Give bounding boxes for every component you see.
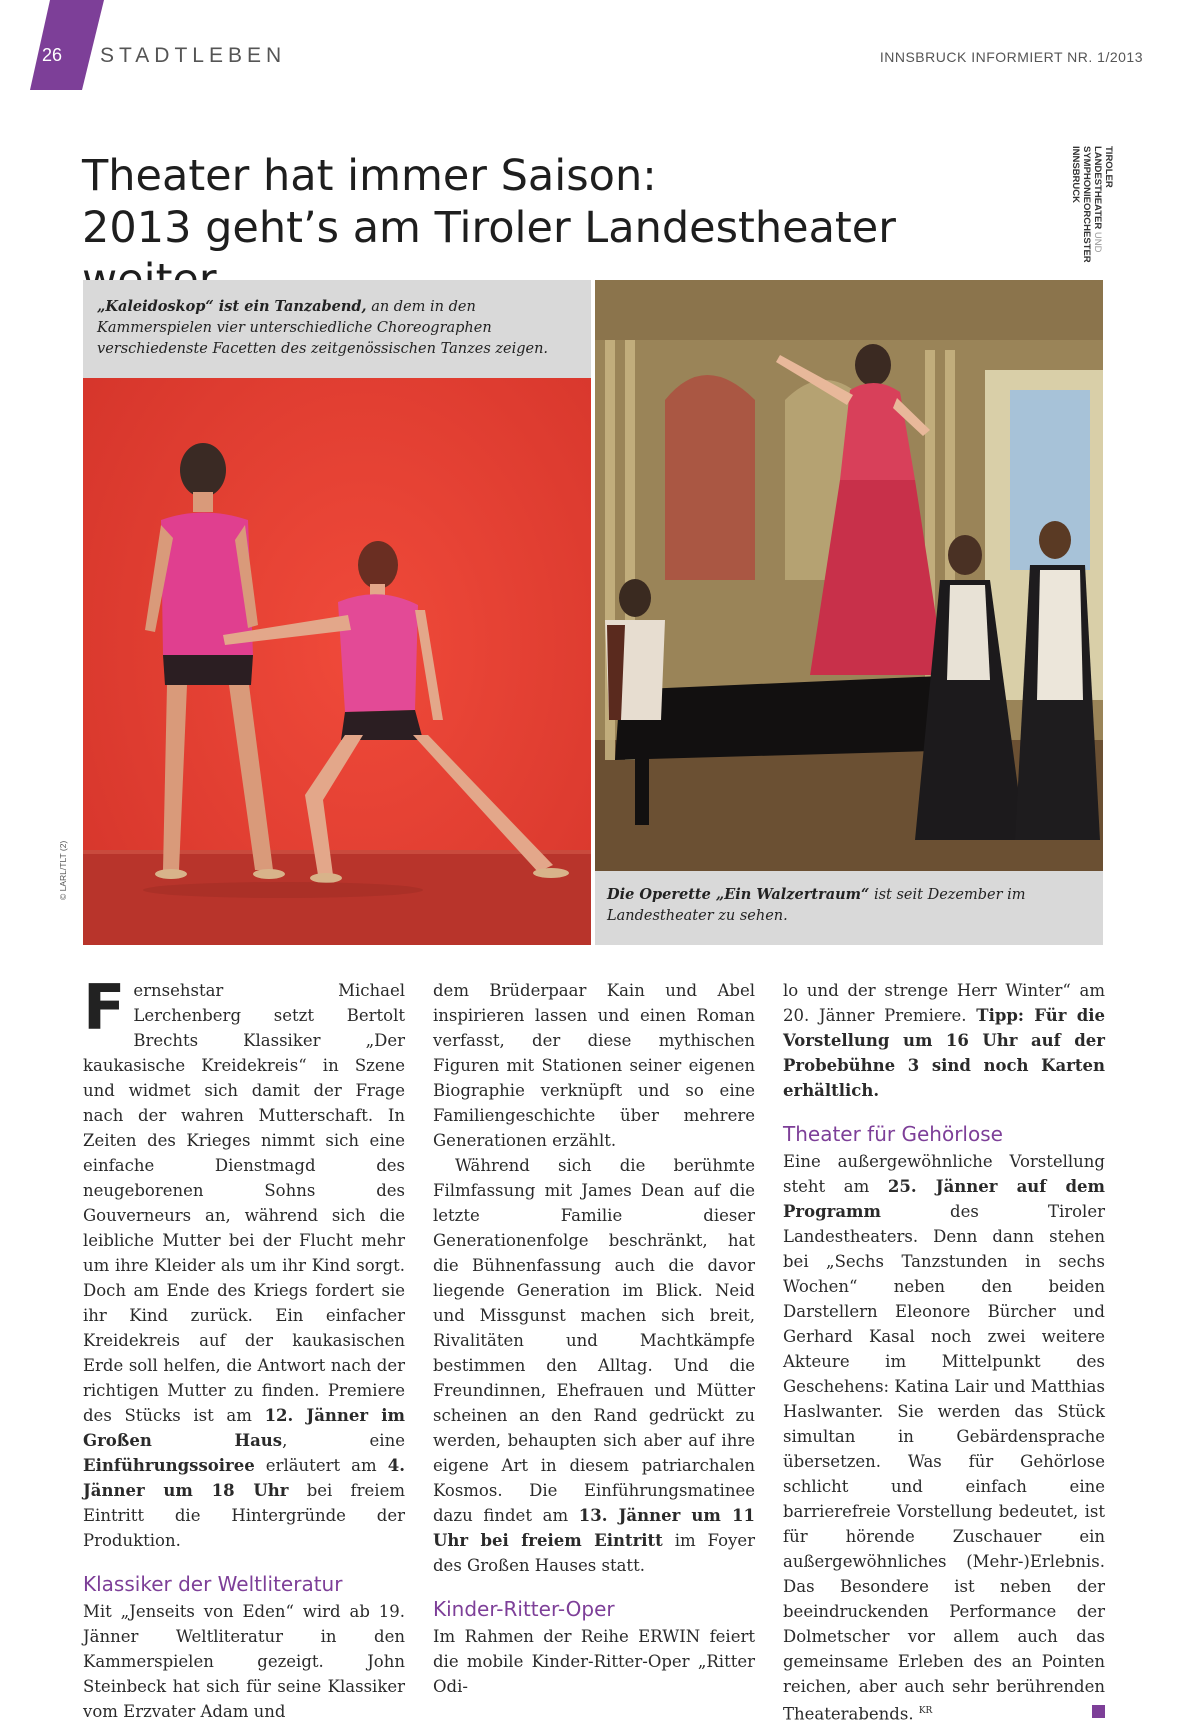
- end-mark: [1092, 1705, 1105, 1718]
- article-column-2: [433, 978, 755, 1699]
- org-line-1: TIROLER: [1103, 146, 1114, 188]
- author-initials: KR: [918, 1706, 933, 1716]
- org-line-3: SYMPHONIEORCHESTER: [1081, 146, 1092, 263]
- dance-caption-title: „Kaleidoskop“ ist ein Tanzabend,: [97, 298, 367, 315]
- dance-illustration: [83, 280, 591, 945]
- dance-caption-text: an dem in den Kammerspielen vier unterschiedliche Choreographen verschiedenste Facetten des zeitgenössischen Tanzes zeigen.: [97, 299, 549, 357]
- issue-label: INNSBRUCK INFORMIERT NR. 1/2013: [879, 49, 1143, 65]
- ritter-paragraph: lo und der strenge Herr Winter“ am 20. Jänner Premiere. Tipp: Für die Vorstellung um 16 Uhr auf der Probebühne 3 sind noch Karten erhältlich.: [783, 981, 1105, 1100]
- operetta-caption-title: Die Operette „Ein Walzertraum“: [607, 886, 870, 903]
- drop-cap: F: [83, 971, 126, 1044]
- operetta-illustration: [595, 280, 1103, 945]
- film-paragraph: Während sich die berühmte Filmfassung mit James Dean auf die letzte Familie dieser Generationenfolge beschränkt, hat die Bühnenfassung auch die davor liegende Generation im Blick. Neid und Missgunst machen sich breit, Rivalitäten und Machtkämpfe bestimmen den Alltag. Und die Freundinnen, Ehefrauen und Mütter scheinen an den Rand gedrückt zu werden, behaupten sich aber auf ihre eigene Art in diesem patriarchalen Kosmos. Die Einführungsmatinee dazu findet am 13. Jänner um 11 Uhr bei freiem Eintritt im Foyer des Großen Hauses statt.: [433, 1156, 755, 1575]
- org-line-2-und: UND: [1092, 231, 1103, 253]
- organization-logo: [1070, 146, 1114, 263]
- klassiker-paragraph: Mit „Jenseits von Eden“ wird ab 19. Jänner Weltliteratur in den Kammerspielen gezeigt. John Steinbeck hat sich für seine Klassiker vom Erzvater Adam und: [83, 1602, 405, 1721]
- subheading-klassiker: Klassiker der Weltliteratur: [83, 1572, 343, 1596]
- title-line-1: Theater hat immer Saison:: [82, 151, 657, 201]
- org-line-2: LANDESTHEATER: [1092, 146, 1103, 230]
- subheading-kinder: Kinder-Ritter-Oper: [433, 1597, 615, 1621]
- dance-photo-caption: [83, 280, 591, 378]
- gehoerlose-paragraph: Eine außergewöhnliche Vorstellung steht am 25. Jänner auf dem Programm des Tiroler Landestheaters. Denn dann stehen bei „Sechs Tanzstunden in sechs Wochen“ neben den beiden Darstellern Eleonore Bürcher und Gerhard Kasal noch zwei weitere Akteure im Mittelpunkt des Geschehens: Katina Lair und Matthias Haslwanter. Sie werden das Stück simultan in Gebärdensprache übersetzen. Was für Gehörlose schlicht und einfach eine barrierefreie Vorstellung bedeutet, ist für hörende Zuschauer ein außergewöhnliches (Mehr-)Erlebnis. Das Besondere ist neben der beeindruckenden Performance der Dolmetscher vor allem auch das gemeinsame Erleben des an Pointen reichen, aber auch sehr berührenden Theaterabends. $^{KR}$: [783, 1152, 1106, 1724]
- dance-photo: [83, 280, 591, 945]
- subheading-gehoerlose: Theater für Gehörlose: [783, 1122, 1003, 1146]
- org-line-4: INNSBRUCK: [1070, 146, 1081, 203]
- eden-paragraph: dem Brüderpaar Kain und Abel inspirieren lassen und einen Roman verfasst, der diese mythischen Figuren mit Stationen seiner eigenen Biographie verknüpft und so eine Familiengeschichte über mehrere Generationen erzählt.: [433, 981, 755, 1150]
- title-line-2: 2013 geht’s am Tiroler Landestheater: [82, 203, 896, 253]
- operetta-caption-text: ist seit Dezember im Landestheater zu sehen.: [607, 887, 1026, 924]
- page-number: 26: [42, 45, 63, 65]
- intro-paragraph: Fernsehstar Michael Lerchenberg setzt Bertolt Brechts Klassiker „Der kaukasische Kreidekreis“ in Szene und widmet sich damit der Frage nach der wahren Mutterschaft. In Zeiten des Krieges nimmt sich eine einfache Dienstmagd des neugeborenen Sohns des Gouverneurs an, während sich die leibliche Mutter bei der Flucht mehr um ihre Kleider als um ihr Kind sorgt. Doch am Ende des Kriegs fordert sie ihr Kind zurück. Ein einfacher Kreidekreis auf der kaukasischen Erde soll helfen, die Antwort nach der richtigen Mutter zu finden. Premiere des Stücks ist am 12. Jänner im Großen Haus, eine Einführungssoiree erläutert am 4. Jänner um 18 Uhr bei freiem Eintritt die Hintergründe der Produktion.: [83, 971, 405, 1550]
- photo-credit: © LARL/TLT (2): [58, 840, 68, 900]
- article-column-1: [83, 971, 405, 1724]
- article-column-3: [783, 978, 1105, 1727]
- kinder-paragraph: Im Rahmen der Reihe ERWIN feiert die mobile Kinder-Ritter-Oper „Ritter Odi-: [433, 1627, 755, 1696]
- operetta-photo-caption: [595, 871, 1103, 945]
- operetta-photo: [595, 280, 1103, 945]
- section-title: STADTLEBEN: [100, 44, 287, 67]
